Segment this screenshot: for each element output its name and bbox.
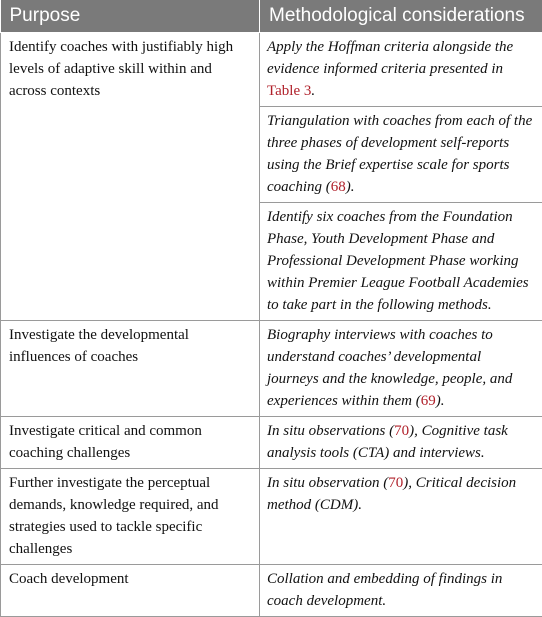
citation-link[interactable]: 70: [388, 475, 403, 491]
table-header: [1, 0, 542, 33]
purpose-cell: Coach development: [1, 565, 260, 617]
method-text: In situ observation (: [267, 475, 388, 491]
table-row: [1, 469, 542, 565]
method-text-end: ).: [346, 179, 355, 195]
method-text: Biography interviews with coaches to understand coaches’ developmental journeys and the knowledge, people, and experiences within them (: [267, 327, 512, 409]
table-row: [1, 417, 542, 469]
method-text-end: .: [311, 83, 315, 99]
purpose-cell: Identify coaches with justifiably high levels of adaptive skill within and across contexts: [1, 33, 260, 321]
method-text-end: ), Cognitive task analysis tools (CTA) and interviews.: [267, 423, 508, 461]
method-text-end: ).: [436, 393, 445, 409]
method-cell: [260, 565, 542, 617]
method-text: In situ observations (: [267, 423, 394, 439]
purpose-cell: Investigate critical and common coaching challenges: [1, 417, 260, 469]
method-cell: [260, 417, 542, 469]
method-text: Collation and embedding of findings in coach development.: [267, 571, 502, 609]
header-methodological-considerations: Methodological considerations: [260, 0, 542, 33]
header-purpose: Purpose: [1, 0, 260, 33]
method-cell: [260, 33, 542, 107]
method-cell: [260, 321, 542, 417]
method-text: Triangulation with coaches from each of the three phases of development self-reports using the Brief expertise scale for sports coaching (: [267, 113, 532, 195]
method-cell: [260, 107, 542, 203]
citation-link[interactable]: 68: [331, 179, 346, 195]
method-cell: [260, 203, 542, 321]
header-row: [1, 0, 542, 33]
method-text-end: ), Critical decision method (CDM).: [267, 475, 516, 513]
table-row: [1, 565, 542, 617]
citation-link[interactable]: 70: [394, 423, 409, 439]
method-cell: [260, 469, 542, 565]
table-row: [1, 321, 542, 417]
purpose-cell: Investigate the developmental influences of coaches: [1, 321, 260, 417]
citation-link[interactable]: 69: [421, 393, 436, 409]
purpose-cell: Further investigate the perceptual demands, knowledge required, and strategies used to tackle specific challenges: [1, 469, 260, 565]
table-body: [1, 33, 542, 617]
table-reference-link[interactable]: Table 3: [267, 83, 311, 99]
table-row: [1, 33, 542, 107]
method-text: Identify six coaches from the Foundation Phase, Youth Development Phase and Professional Development Phase working within Premier League Football Academies to take part in the following methods.: [267, 209, 529, 313]
method-text: Apply the Hoffman criteria alongside the evidence informed criteria presented in: [267, 39, 513, 77]
